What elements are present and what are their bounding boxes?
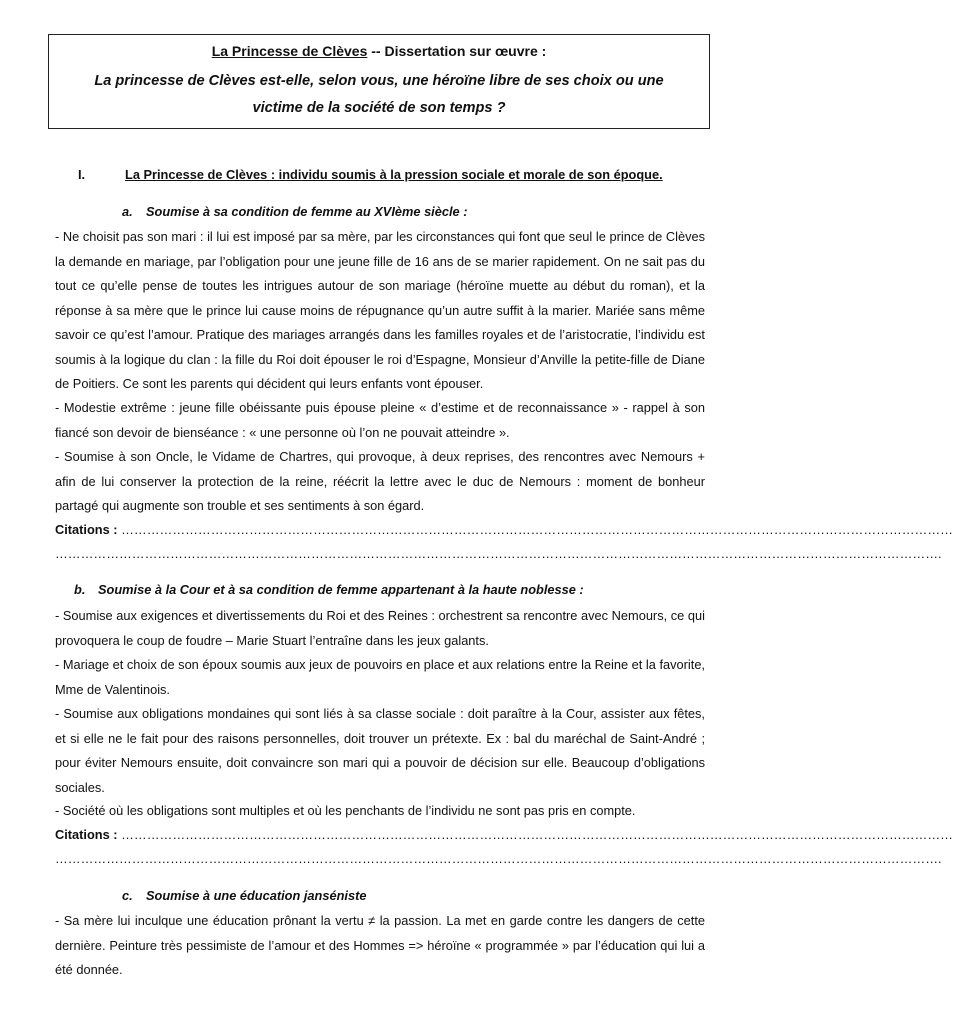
paragraph-b-3: - Soumise aux obligations mondaines qui sont liés à sa classe sociale : doit paraître à la Cour, assister aux fêtes, et si elle ne le fait pour des raisons personnelles, doit trouver un prétexte. Ex : bal du maréchal de Saint-André ; pour éviter Nemours ensuite, doit convaincre son mari qui a pouvoir de décision sur elle. Beaucoup d’obligations sociales. [55, 706, 705, 795]
section-number: I. [78, 167, 86, 182]
citations-line-b [55, 827, 953, 845]
subheading-b-title: Soumise à la Cour et à sa condition de femme appartenant à la haute noblesse : [98, 582, 584, 597]
citations-dots-a-2: ………………………………………………………………………………………………………………………………………………………………………………………. [55, 546, 942, 561]
subheading-a-letter: a. [122, 204, 133, 219]
citations-dots-b-2: ………………………………………………………………………………………………………………………………………………………………………………………. [55, 851, 942, 866]
title-suffix: -- Dissertation sur œuvre : [367, 43, 547, 59]
subheading-a [122, 204, 467, 222]
subheading-c-title: Soumise à une éducation janséniste [146, 888, 367, 903]
citations-label-b: Citations : [55, 827, 118, 842]
subheading-c [122, 888, 366, 906]
dissertation-question: La princesse de Clèves est-elle, selon vous, une héroïne libre de ses choix ou une victime de la société de son temps ? [94, 73, 664, 116]
citations-dots-line-a [55, 546, 942, 564]
title-line [49, 43, 709, 59]
paragraph-a-3: - Soumise à son Oncle, le Vidame de Chartres, qui provoque, à deux reprises, des rencontres avec Nemours + afin de lui conserver la protection de la reine, réécrit la lettre avec le duc de Nemours : moment de bonheur partagé qui augmente son trouble et ses sentiments à son égard. [55, 449, 705, 513]
paragraph-b-1: - Soumise aux exigences et divertissements du Roi et des Reines : orchestrent sa rencontre avec Nemours, ce qui provoquera le coup de foudre – Marie Stuart l’entraîne dans les jeux galants. [55, 608, 705, 648]
paragraph-a-2: - Modestie extrême : jeune fille obéissante puis épouse pleine « d’estime et de reconnaissance » - rappel à son fiancé son devoir de bienséance : « une personne où l’on ne pouvait atteindre ». [55, 400, 705, 440]
subheading-a-title: Soumise à sa condition de femme au XVIème siècle : [146, 204, 468, 219]
paragraph-b-4: - Société où les obligations sont multiples et où les penchants de l’individu ne sont pas pris en compte. [55, 803, 636, 818]
citations-dots-line-b [55, 851, 942, 869]
paragraph-c-1: - Sa mère lui inculque une éducation prônant la vertu ≠ la passion. La met en garde contre les dangers de cette dernière. Peinture très pessimiste de l’amour et des Hommes => héroïne « programmée » par l’éducation qui lui a été donnée. [55, 913, 705, 977]
subheading-b-letter: b. [74, 582, 86, 597]
section-heading [0, 167, 768, 185]
subheading-b [74, 582, 584, 600]
citations-dots-a-1: …………………………………………………………………………………………………………………………………………………………………………… [121, 522, 953, 537]
paragraph-a-1: - Ne choisit pas son mari : il lui est imposé par sa mère, par les circonstances qui font que seul le prince de Clèves la demande en mariage, par l’obligation pour une jeune fille de 16 ans de se marier rapidement. On ne sait pas du tout ce qu’elle pense de toutes les intrigues autour de son mariage (héroïne muette au début du roman), et la réponse à sa mère que le prince lui cause moins de répugnance qu’un autre suffit à la marier. Mariée sans même savoir ce qu’est l’amour. Pratique des mariages arrangés dans les familles royales et de l’aristocratie, l’individu est soumis à la logique du clan : la fille du Roi doit épouser le roi d’Espagne, Monsieur d’Anville la petite-fille de Diane de Poitiers. Ce sont les parents qui décident qui leurs enfants vont épouser. [55, 229, 705, 391]
citations-label-a: Citations : [55, 522, 118, 537]
section-title: La Princesse de Clèves : individu soumis à la pression sociale et morale de son époque. [125, 167, 663, 182]
citations-dots-b-1: …………………………………………………………………………………………………………………………………………………………………………… [121, 827, 953, 842]
paragraph-b-2: - Mariage et choix de son époux soumis aux jeux de pouvoirs en place et aux relations entre la Reine et la favorite, Mme de Valentinois. [55, 657, 705, 697]
citations-line-a [55, 522, 953, 540]
title-box [48, 34, 710, 129]
work-title: La Princesse de Clèves [211, 43, 368, 59]
subheading-c-letter: c. [122, 888, 133, 903]
